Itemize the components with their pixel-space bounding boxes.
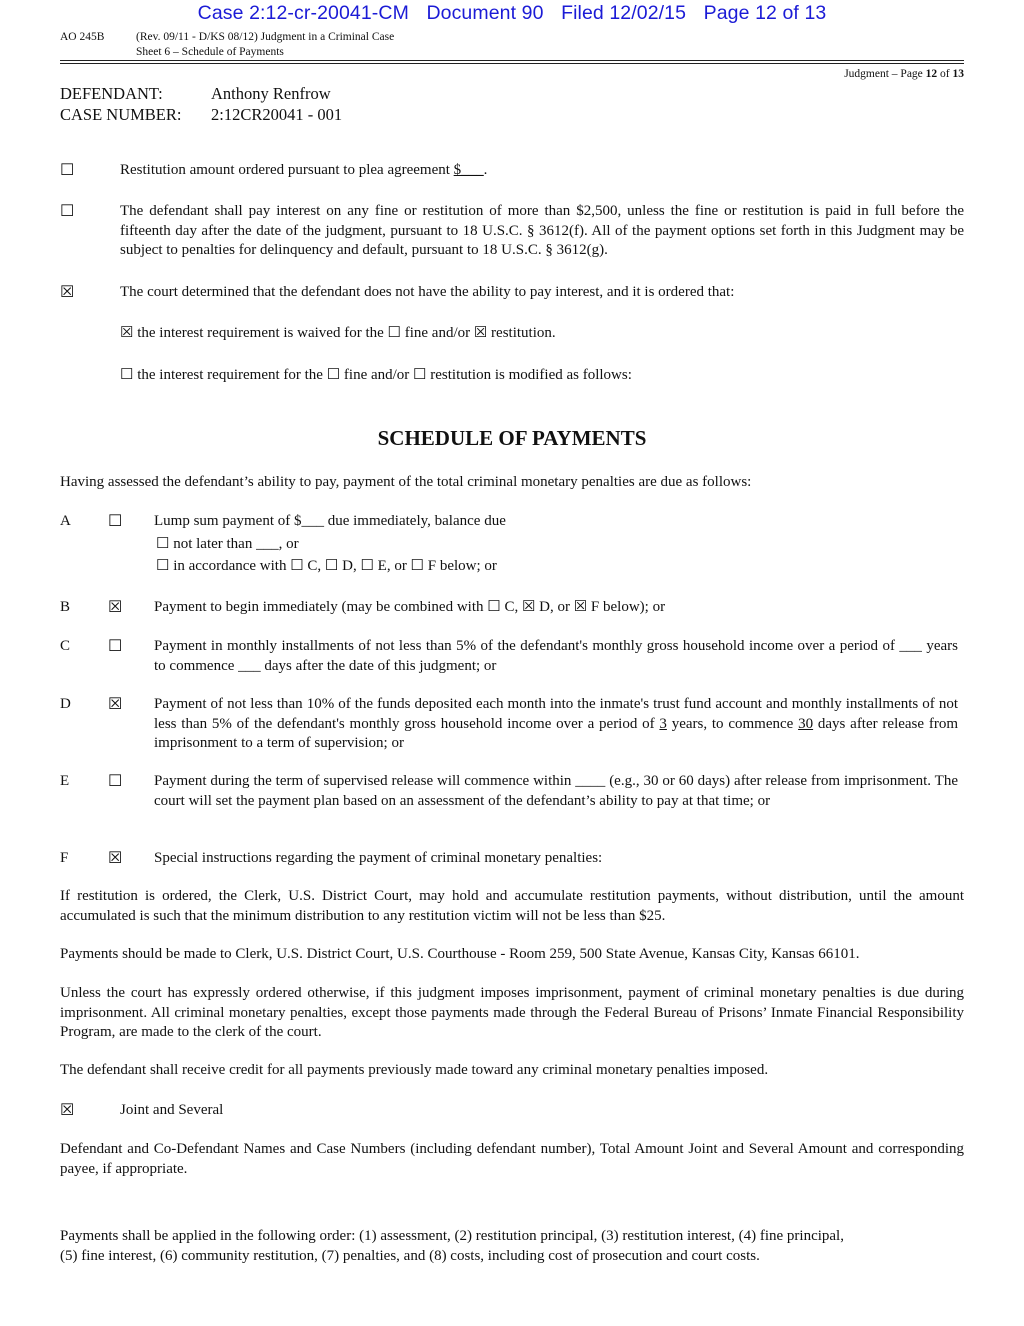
case-stamp — [0, 2, 1024, 25]
court-determined-text: The court determined that the defendant does not have the ability to pay interest, and it is ordered that: — [120, 284, 735, 300]
option-a-line1: Lump sum payment of $___ due immediately, balance due — [154, 513, 506, 529]
option-f-text: Special instructions regarding the payment of criminal monetary penalties: — [154, 850, 603, 866]
schedule-heading: SCHEDULE OF PAYMENTS — [377, 426, 647, 450]
stamp-filed: Filed 12/02/15 — [561, 2, 687, 24]
option-d-letter: D — [60, 696, 71, 712]
option-a-letter: A — [60, 513, 71, 529]
stamp-page: Page 12 of 13 — [703, 2, 827, 24]
joint-several-checkbox: ☒ — [60, 1102, 75, 1119]
payments-address-paragraph: Payments should be made to Clerk, U.S. District Court, U.S. Courthouse - Room 259, 500 State Avenue, Kansas City, Kansas 66101. — [60, 946, 860, 962]
payment-order-line2: (5) fine interest, (6) community restitution, (7) penalties, and (8) costs, including cost of prosecution and court costs. — [60, 1248, 760, 1264]
option-d-checkbox: ☒ — [108, 696, 123, 713]
interest-paragraph: The defendant shall pay interest on any fine or restitution of more than $2,500, unless the fine or restitution is paid in full before the fifteenth day after the date of the judgment, pursuant to 18 U.S.C. § 3612(f). All of the payment options set forth in this Judgment may be subject to penalties for delinquency and default, pursuant to 18 U.S.C. § 3612(g). — [120, 203, 964, 258]
restitution-checkbox: ☐ — [60, 162, 75, 179]
joint-several-label: Joint and Several — [120, 1102, 224, 1118]
option-a-line3: ☐ in accordance with ☐ C, ☐ D, ☐ E, or ☐ F below; or — [156, 558, 497, 574]
option-f-checkbox: ☒ — [108, 850, 123, 867]
option-c-text: Payment in monthly installments of not less than 5% of the defendant's monthly gross household income over a period of ___ years to commence ___ days after the date of this judgment; or — [154, 638, 958, 674]
court-determined-checkbox: ☒ — [60, 284, 75, 301]
schedule-intro: Having assessed the defendant’s ability to pay, payment of the total criminal monetary penalties are due as follows: — [60, 474, 752, 490]
stamp-case: Case 2:12-cr-20041-CM — [197, 2, 409, 24]
restitution-paragraph: If restitution is ordered, the Clerk, U.S. District Court, may hold and accumulate restitution payments, without distribution, until the amount accumulated is such that the minimum distribution to any restitution victim will not be less than $25. — [60, 888, 964, 924]
option-b-letter: B — [60, 599, 71, 615]
option-c-checkbox: ☐ — [108, 638, 123, 655]
form-sheet: Sheet 6 – Schedule of Payments — [136, 46, 284, 58]
header-rule — [60, 60, 964, 61]
imprisonment-paragraph: Unless the court has expressly ordered otherwise, if this judgment imposes imprisonment, payment of criminal monetary penalties is due during imprisonment. All criminal monetary penalties, except those payments made through the Federal Bureau of Prisons’ Inmate Financial Responsibility Program, are made to the clerk of the court. — [60, 985, 964, 1040]
form-revision: (Rev. 09/11 - D/KS 08/12) Judgment in a Criminal Case — [136, 31, 395, 43]
option-b-text: Payment to begin immediately (may be combined with ☐ C, ☒ D, or ☒ F below); or — [154, 599, 666, 615]
option-e-letter: E — [60, 773, 70, 789]
interest-checkbox: ☐ — [60, 203, 75, 220]
form-code: AO 245B — [60, 31, 105, 43]
interest-waived-line: ☒ the interest requirement is waived for the ☐ fine and/or ☒ restitution. — [120, 325, 556, 341]
defendant-label: DEFENDANT: — [60, 84, 163, 103]
codefendant-paragraph: Defendant and Co-Defendant Names and Case Numbers (including defendant number), Total Amount Joint and Several Amount and corresponding payee, if appropriate. — [60, 1141, 964, 1177]
option-d-text: Payment of not less than 10% of the funds deposited each month into the inmate's trust fund account and monthly installments of not less than 5% of the defendant's monthly gross household income over a period of 3 years, to commence 30 days after release from imprisonment to a term of supervision; or — [154, 696, 958, 751]
defendant-name: Anthony Renfrow — [211, 84, 331, 103]
option-f-letter: F — [60, 850, 69, 866]
option-b-checkbox: ☒ — [108, 599, 123, 616]
stamp-document: Document 90 — [426, 2, 544, 24]
credit-paragraph: The defendant shall receive credit for all payments previously made toward any criminal monetary penalties imposed. — [60, 1062, 769, 1078]
case-number-label: CASE NUMBER: — [60, 105, 182, 124]
interest-modified-line: ☐ the interest requirement for the ☐ fine and/or ☐ restitution is modified as follows: — [120, 367, 632, 383]
case-number: 2:12CR20041 - 001 — [211, 105, 343, 124]
restitution-line: Restitution amount ordered pursuant to plea agreement $___. — [120, 162, 488, 178]
payment-order-line1: Payments shall be applied in the following order: (1) assessment, (2) restitution principal, (3) restitution interest, (4) fine principal, — [60, 1228, 844, 1244]
option-c-letter: C — [60, 638, 71, 654]
option-a-checkbox: ☐ — [108, 513, 123, 530]
option-a-line2: ☐ not later than ___, or — [156, 536, 299, 552]
option-e-checkbox: ☐ — [108, 773, 123, 790]
option-e-text: Payment during the term of supervised release will commence within ____ (e.g., 30 or 60 days) after release from imprisonment. The court will set the payment plan based on an assessment of the defendant’s ability to pay at that time; or — [154, 773, 958, 809]
judgment-page: Judgment – Page 12 of 13 — [844, 68, 964, 80]
header-rule-thick — [60, 63, 964, 64]
